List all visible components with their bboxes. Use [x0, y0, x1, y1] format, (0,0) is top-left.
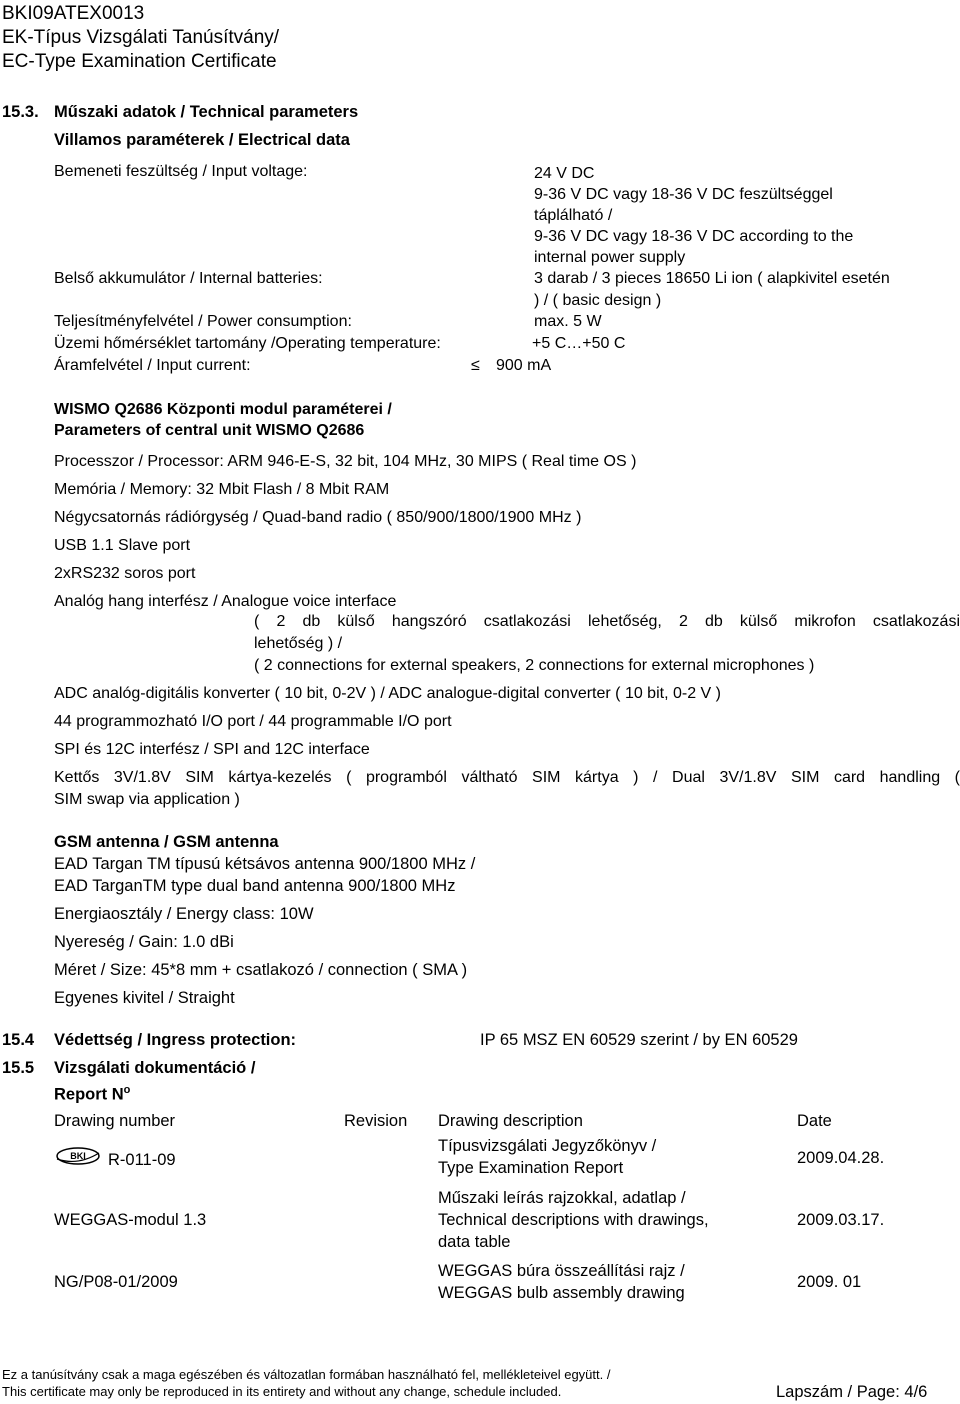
power-consumption-label: Teljesítményfelvétel / Power consumption: — [54, 313, 352, 330]
row-2-desc-line-1: Műszaki leírás rajzokkal, adatlap / — [438, 1189, 686, 1207]
footer-line-en: This certificate may only be reproduced in its entirety and without any change, schedule included. — [2, 1384, 562, 1399]
voice-en-line: ( 2 connections for external speakers, 2 connections for external microphones ) — [254, 657, 815, 674]
adc-line: ADC analóg-digitális konverter ( 10 bit, 0-2V ) / ADC analogue-digital converter ( 10 bit, 0-2 V ) — [54, 685, 721, 702]
gain-line: Nyereség / Gain: 1.0 dBi — [54, 933, 234, 951]
row-2-drawing-number: WEGGAS-modul 1.3 — [54, 1211, 207, 1229]
table-header-description: Drawing description — [438, 1112, 583, 1130]
section-15-3-title: Műszaki adatok / Technical parameters — [54, 103, 359, 121]
power-consumption-value: max. 5 W — [534, 313, 602, 330]
header-title-en: EC-Type Examination Certificate — [2, 51, 277, 72]
battery-line-1: 3 darab / 3 pieces 18650 Li ion ( alapkivitel esetén — [534, 270, 890, 287]
voice-interface-line: Analóg hang interfész / Analogue voice interface — [54, 593, 397, 610]
sim-line-1: Kettős 3V/1.8V SIM kártya-kezelés ( programból váltható SIM kártya ) / Dual 3V/1.8V SIM card handling ( — [54, 769, 960, 786]
gsm-antenna-title: GSM antenna / GSM antenna — [54, 833, 279, 851]
ingress-protection-label: Védettség / Ingress protection: — [54, 1031, 297, 1049]
ingress-protection-value: IP 65 MSZ EN 60529 szerint / by EN 60529 — [480, 1031, 798, 1049]
radio-line: Négycsatornás rádiórgység / Quad-band radio ( 850/900/1800/1900 MHz ) — [54, 509, 582, 526]
row-1-drawing-number: R-011-09 — [108, 1151, 176, 1169]
report-doc-label-1: Vizsgálati dokumentáció / — [54, 1059, 256, 1077]
voice-hu-line-2: lehetőség ) / — [254, 635, 343, 652]
size-line: Méret / Size: 45*8 mm + csatlakozó / connection ( SMA ) — [54, 961, 468, 979]
bki-logo-text: BKI — [70, 1151, 86, 1161]
row-1-desc-line-1: Típusvizsgálati Jegyzőkönyv / — [438, 1137, 657, 1155]
row-2-date: 2009.03.17. — [797, 1211, 885, 1229]
input-voltage-line-1: 24 V DC — [534, 165, 595, 182]
row-3-desc-line-2: WEGGAS bulb assembly drawing — [438, 1284, 685, 1302]
electrical-data-subtitle: Villamos paraméterek / Electrical data — [54, 131, 350, 149]
table-header-drawing-number: Drawing number — [54, 1112, 176, 1130]
voice-hu-line-1: ( 2 db külső hangszóró csatlakozási lehetőség, 2 db külső mikrofon csatlakozási — [254, 613, 960, 630]
memory-line: Memória / Memory: 32 Mbit Flash / 8 Mbit RAM — [54, 481, 390, 498]
section-15-5-number: 15.5 — [2, 1059, 35, 1077]
input-voltage-label: Bemeneti feszültség / Input voltage: — [54, 163, 308, 180]
wismo-title-hu: WISMO Q2686 Központi modul paraméterei / — [54, 401, 392, 418]
gsm-antenna-line-2: EAD TarganTM type dual band antenna 900/1800 MHz — [54, 877, 456, 895]
page-number: Lapszám / Page: 4/6 — [776, 1383, 928, 1401]
rs232-line: 2xRS232 soros port — [54, 565, 196, 582]
input-current-value: 900 mA — [496, 357, 552, 374]
operating-temperature-value: +5 C…+50 C — [532, 335, 626, 352]
row-1-date: 2009.04.28. — [797, 1149, 885, 1167]
usb-line: USB 1.1 Slave port — [54, 537, 191, 554]
sim-line-2: SIM swap via application ) — [54, 791, 240, 808]
table-header-revision: Revision — [344, 1112, 408, 1130]
input-voltage-line-2: 9-36 V DC vagy 18-36 V DC feszültséggel — [534, 186, 833, 203]
table-header-date: Date — [797, 1112, 832, 1130]
operating-temperature-label: Üzemi hőmérséklet tartomány /Operating temperature: — [54, 335, 441, 352]
gsm-antenna-line-1: EAD Targan TM típusú kétsávos antenna 900/1800 MHz / — [54, 855, 476, 873]
input-current-label: Áramfelvétel / Input current: — [54, 357, 251, 374]
report-no-superscript: o — [123, 1084, 131, 1096]
certificate-number: BKI09ATEX0013 — [2, 3, 145, 24]
row-3-drawing-number: NG/P08-01/2009 — [54, 1273, 178, 1291]
row-3-date: 2009. 01 — [797, 1273, 862, 1291]
header-title-hu: EK-Típus Vizsgálati Tanúsítvány/ — [2, 27, 280, 48]
row-2-desc-line-2: Technical descriptions with drawings, — [438, 1211, 709, 1229]
input-voltage-line-5: internal power supply — [534, 249, 686, 266]
report-no-text: Report N — [54, 1085, 124, 1104]
row-1-desc-line-2: Type Examination Report — [438, 1159, 624, 1177]
battery-label: Belső akkumulátor / Internal batteries: — [54, 270, 323, 287]
energy-class-line: Energiaosztály / Energy class: 10W — [54, 905, 314, 923]
footer-line-hu: Ez a tanúsítvány csak a maga egészében és változatlan formában használható fel, mellékleteivel együtt. / — [2, 1367, 611, 1382]
less-equal-symbol: ≤ — [471, 357, 480, 374]
row-3-desc-line-1: WEGGAS búra összeállítási rajz / — [438, 1262, 685, 1280]
input-voltage-line-3: táplálható / — [534, 207, 613, 224]
spi-line: SPI és 12C interfész / SPI and 12C interface — [54, 741, 370, 758]
section-15-4-number: 15.4 — [2, 1031, 35, 1049]
wismo-title-en: Parameters of central unit WISMO Q2686 — [54, 422, 365, 439]
straight-line: Egyenes kivitel / Straight — [54, 989, 235, 1007]
report-doc-label-2 — [54, 1079, 130, 1106]
input-voltage-line-4: 9-36 V DC vagy 18-36 V DC according to the — [534, 228, 854, 245]
row-2-desc-line-3: data table — [438, 1233, 511, 1251]
bki-logo-icon — [55, 1146, 101, 1166]
processor-line: Processzor / Processor: ARM 946-E-S, 32 bit, 104 MHz, 30 MIPS ( Real time OS ) — [54, 453, 637, 470]
section-15-3-number: 15.3. — [2, 103, 39, 121]
io-line: 44 programmozható I/O port / 44 programmable I/O port — [54, 713, 452, 730]
battery-line-2: ) / ( basic design ) — [534, 292, 662, 309]
